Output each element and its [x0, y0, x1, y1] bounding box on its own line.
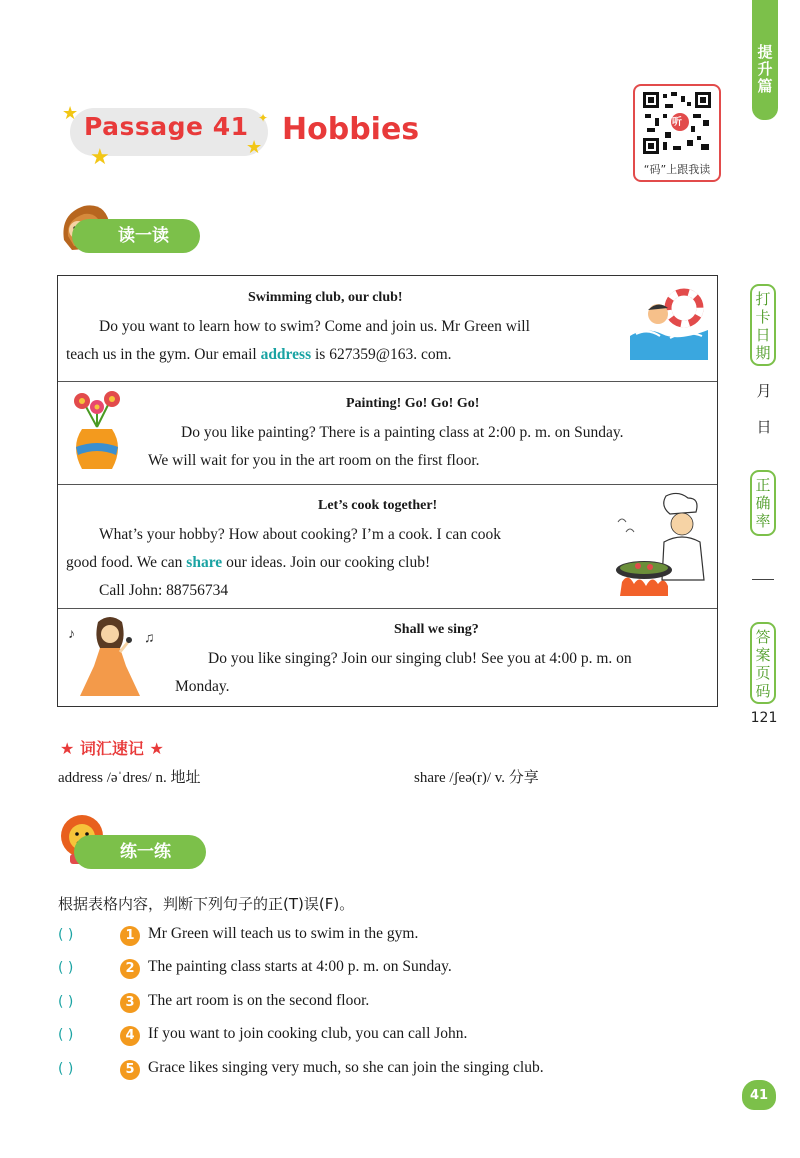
page-number: 41: [742, 1080, 776, 1110]
passage-title: Hobbies: [282, 112, 420, 147]
question-number-badge: 4: [120, 1026, 140, 1046]
notice-line: Monday.: [175, 678, 230, 695]
star-icon: ★: [62, 103, 79, 123]
question-text: Mr Green will teach us to swim in the gym.: [148, 925, 419, 942]
question-number-badge: 1: [120, 926, 140, 946]
notice-line: What’s your hobby? How about cooking? I’m a cook. I can cook: [99, 526, 502, 543]
question-row: [58, 925, 658, 949]
vocab-heading: ★ 词汇速记 ★: [60, 739, 164, 758]
side-tab-text: 提升篇: [757, 43, 773, 95]
side-tab: [752, 0, 778, 120]
question-row: [58, 1059, 658, 1083]
notice-body: [175, 645, 715, 701]
checkin-date-label: 打卡日期: [750, 284, 776, 366]
notice-singing: [58, 608, 717, 706]
question-text: Grace likes singing very much, so she can join the singing club.: [148, 1059, 544, 1076]
notice-title: Painting! Go! Go! Go!: [346, 396, 480, 411]
answer-blank[interactable]: ( ): [58, 994, 74, 1010]
notice-line: Do you like singing? Join our singing club! See you at 4:00 p. m. on: [208, 650, 632, 667]
exercise-instruction: 根据表格内容，判断下列句子的正(T)误(F)。: [58, 895, 355, 913]
answer-blank[interactable]: ( ): [58, 927, 74, 943]
notice-title: Let’s cook together!: [318, 498, 438, 513]
notices-table: [57, 275, 718, 707]
answer-page-label: 答案页码: [750, 622, 776, 704]
svg-text:♫: ♫: [144, 631, 155, 646]
answer-blank[interactable]: ( ): [58, 1061, 74, 1077]
notice-line: [66, 549, 606, 577]
notice-line: Do you like painting? There is a painting class at 2:00 p. m. on Sunday.: [181, 424, 624, 441]
notice-body: [66, 521, 606, 605]
text-segment: teach us in the gym. Our email: [66, 346, 261, 363]
question-row: [58, 992, 658, 1016]
question-row: [58, 958, 658, 982]
singer-icon: [64, 612, 160, 702]
vocab-keyword: address: [260, 346, 312, 363]
vocab-item-address: address /əˈdres/ n. 地址: [58, 770, 201, 786]
notice-title: Shall we sing?: [394, 622, 479, 637]
star-icon: ★: [246, 137, 263, 157]
svg-text:♪: ♪: [68, 627, 75, 642]
notice-painting: [58, 381, 717, 485]
notice-line: [66, 341, 626, 369]
star-icon: ✦: [258, 111, 269, 125]
question-number-badge: 2: [120, 959, 140, 979]
qr-code[interactable]: [633, 84, 721, 182]
notice-line: Call John: 88756734: [99, 582, 229, 599]
question-text: The art room is on the second floor.: [148, 992, 370, 1009]
text-segment: is 627359@163. com.: [311, 346, 452, 363]
notice-body: [66, 313, 626, 369]
question-row: [58, 1025, 658, 1049]
text-segment: good food. We can: [66, 554, 187, 571]
answer-blank[interactable]: ( ): [58, 1027, 74, 1043]
question-number-badge: 3: [120, 993, 140, 1013]
chef-icon: [608, 492, 712, 600]
answer-blank[interactable]: ( ): [58, 960, 74, 976]
question-text: If you want to join cooking club, you can call John.: [148, 1025, 468, 1042]
flower-vase-icon: [64, 389, 130, 477]
notice-title: Swimming club, our club!: [248, 290, 403, 305]
question-number-badge: 5: [120, 1060, 140, 1080]
qr-caption: “码”上跟我读: [643, 163, 711, 176]
question-text: The painting class starts at 4:00 p. m. on Sunday.: [148, 958, 452, 975]
day-label: 日: [756, 418, 772, 436]
swimmer-icon: [626, 286, 712, 360]
notice-swimming: [58, 276, 717, 382]
read-section-header: 读一读: [72, 219, 200, 253]
month-label: 月: [756, 382, 772, 400]
vocab-keyword: share: [186, 554, 223, 571]
notice-cooking: [58, 484, 717, 609]
passage-label: Passage 41: [84, 112, 249, 141]
answer-page-number: 121: [750, 710, 778, 726]
text-segment: our ideas. Join our cooking club!: [222, 554, 431, 571]
practice-section-header: 练一练: [74, 835, 206, 869]
accuracy-line: [752, 579, 774, 580]
notice-line: We will wait for you in the art room on the first floor.: [148, 452, 480, 469]
notice-body: [148, 419, 708, 475]
qr-listen-label: 听: [672, 117, 682, 128]
star-icon: ★: [90, 144, 110, 169]
accuracy-label: 正确率: [750, 470, 776, 536]
vocab-item-share: share /ʃeə(r)/ v. 分享: [414, 770, 539, 786]
notice-line: Do you want to learn how to swim? Come and join us. Mr Green will: [99, 318, 530, 335]
